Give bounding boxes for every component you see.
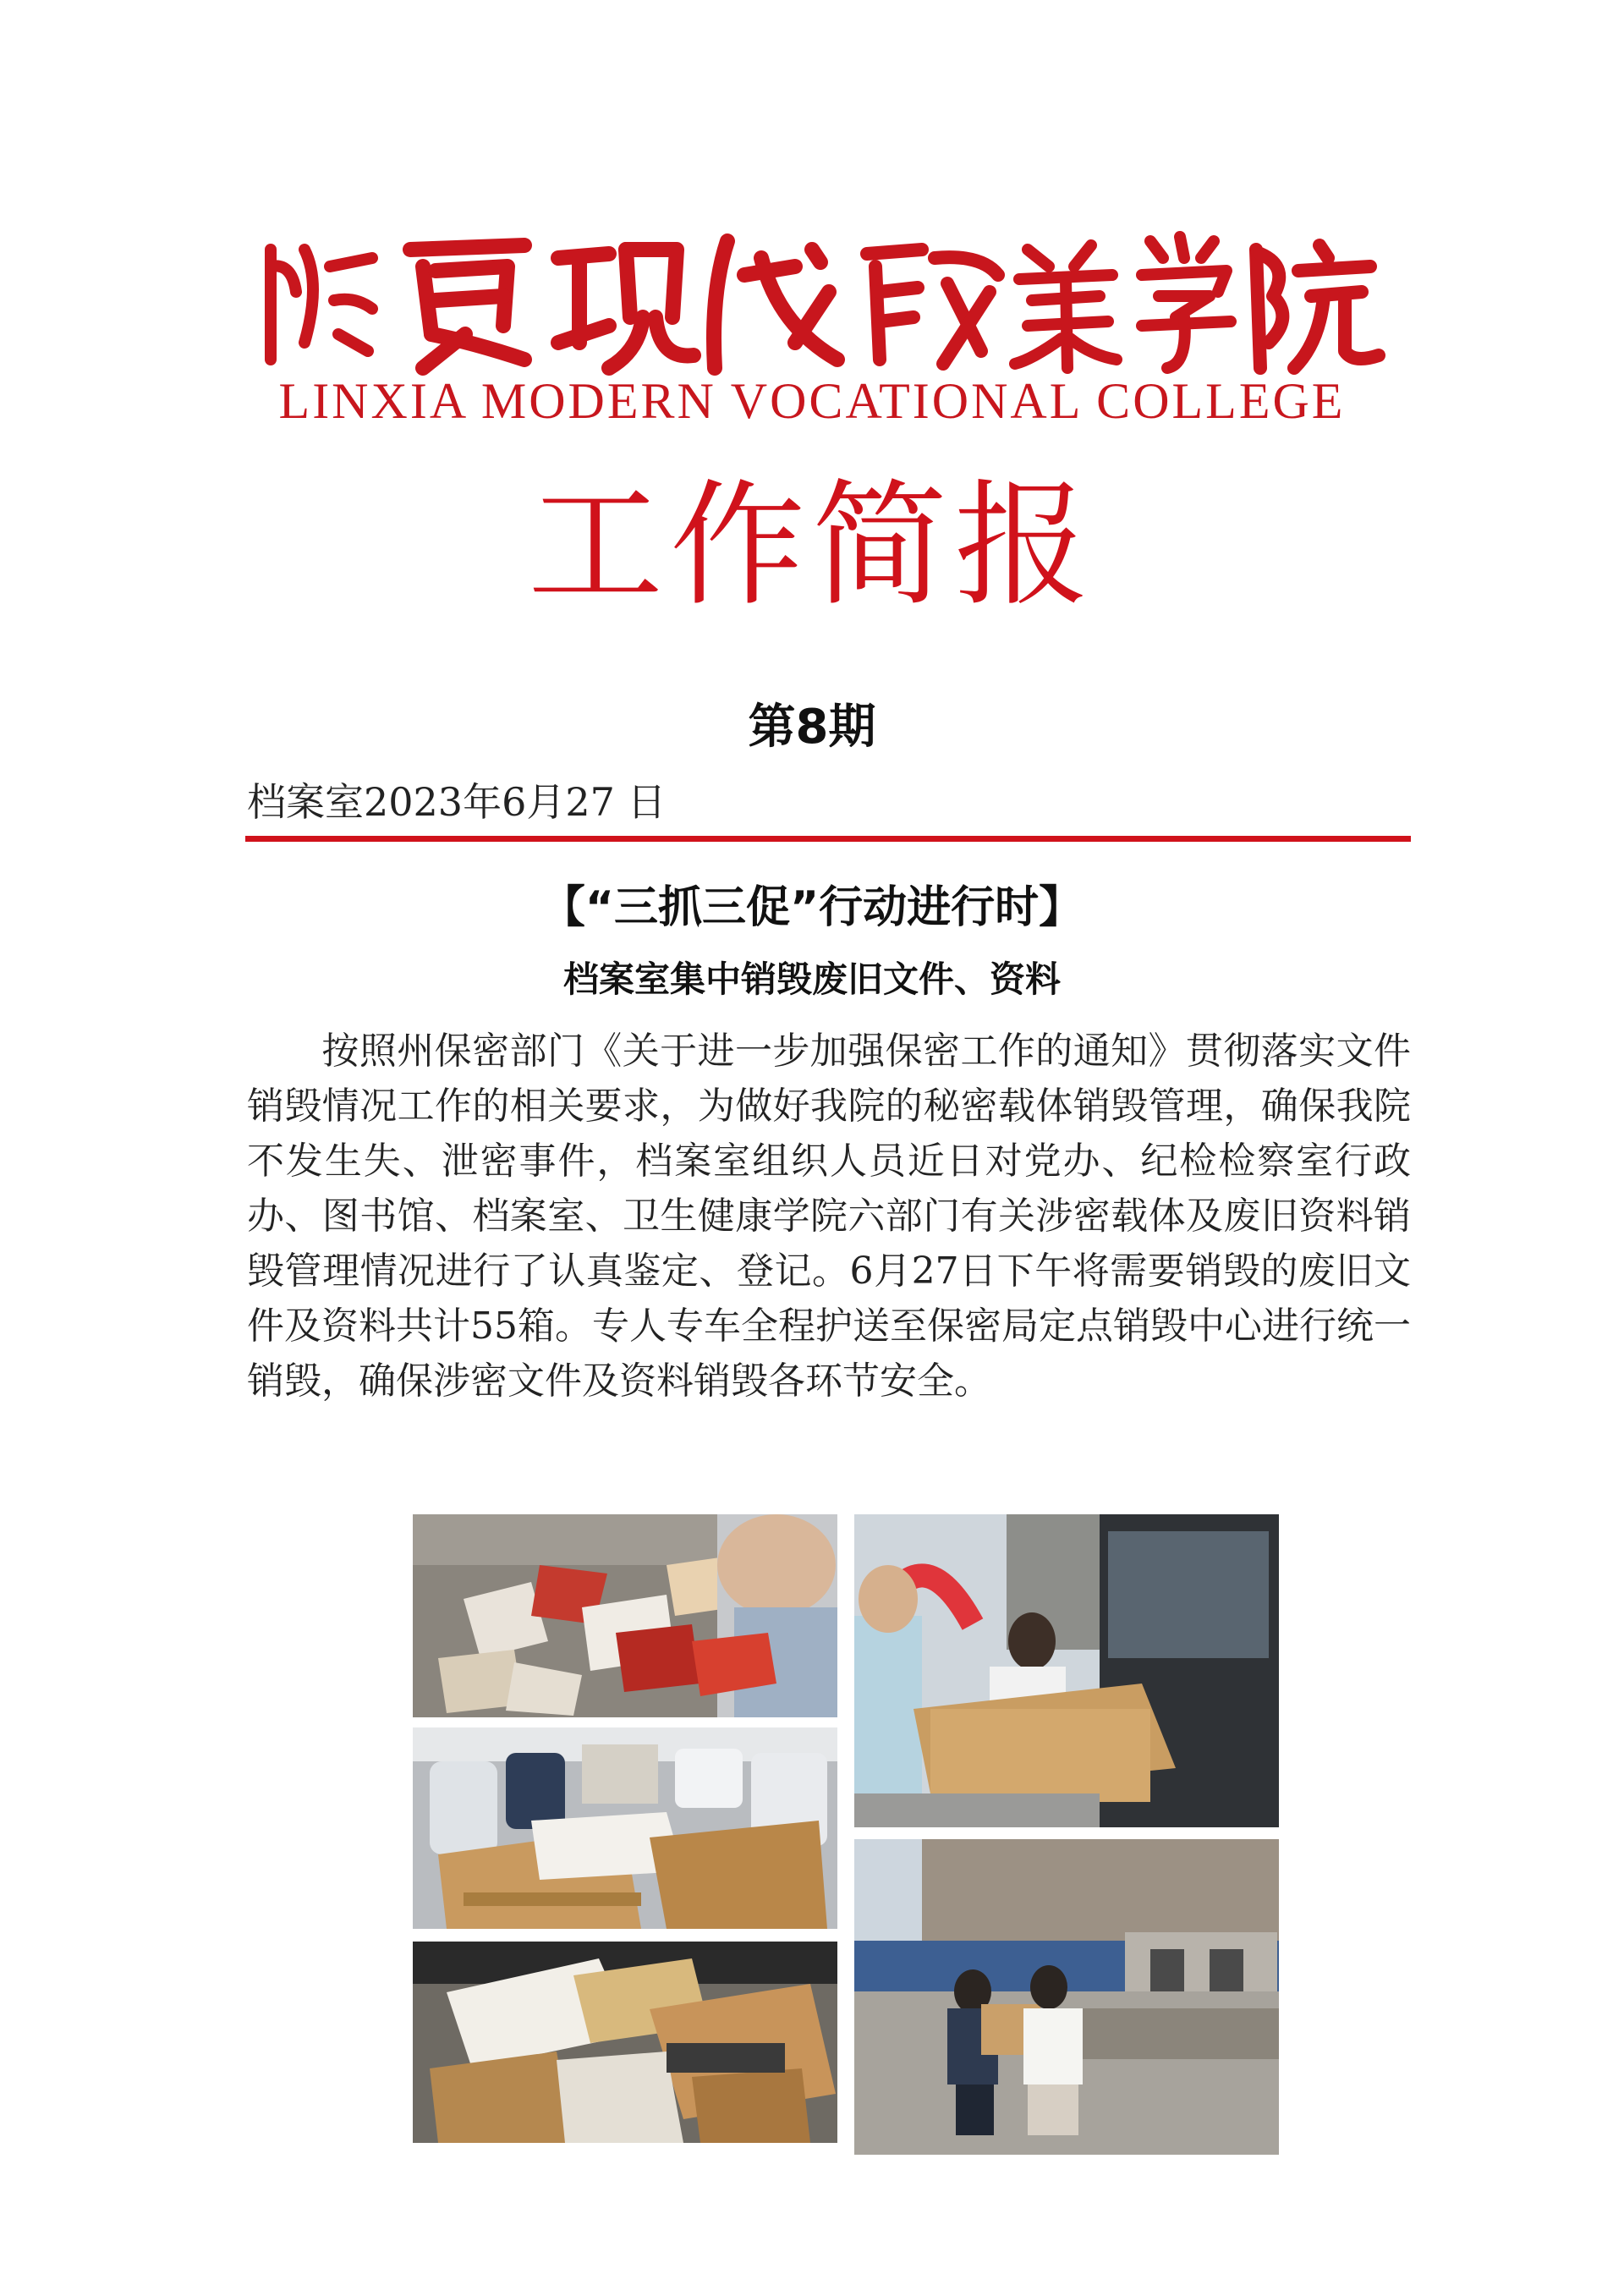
article-body-text: 按照州保密部门《关于进一步加强保密工作的通知》贯彻落实文件销毁情况工作的相关要求，为做好我院的秘密载体销毁管理，确保我院不发生失、泄密事件，档案室组织人员近日对党办、纪检检察室行政办、图书馆、档案室、卫生健康学院六部门有关涉密载体及废旧资料销毁管理情况进行了认真鉴定、登记。6月27日下午将需要销毁的废旧文件及资料共计55箱。专人专车全程护送至保密局定点销毁中心进行统一销毁，确保涉密文件及资料销毁各环节安全。 — [247, 1030, 1411, 1403]
photo-scattered-documents — [413, 1514, 837, 1717]
dateline: 档案室2023年6月27 日 — [247, 779, 667, 825]
photo-destruction-center — [854, 1839, 1279, 2155]
article-subhead: 档案室集中销毁废旧文件、资料 — [562, 958, 1061, 1000]
article-headline: 【“三抓三促”行动进行时】 — [540, 882, 1084, 933]
red-divider — [245, 836, 1411, 842]
college-calligraphy-logo — [254, 216, 1387, 376]
college-english-name: LINXIA MODERN VOCATIONAL COLLEGE — [278, 373, 1346, 429]
photo-loading-bus — [854, 1514, 1279, 1827]
article-body — [247, 1024, 1411, 1409]
calligraphy-logo-graphic — [254, 216, 1387, 376]
photo-boxes-in-bus — [413, 1727, 837, 1929]
issue-number: 第8期 — [748, 700, 876, 755]
photo-pile-of-folders — [413, 1942, 837, 2143]
brief-title: 工作简报 — [527, 466, 1096, 624]
